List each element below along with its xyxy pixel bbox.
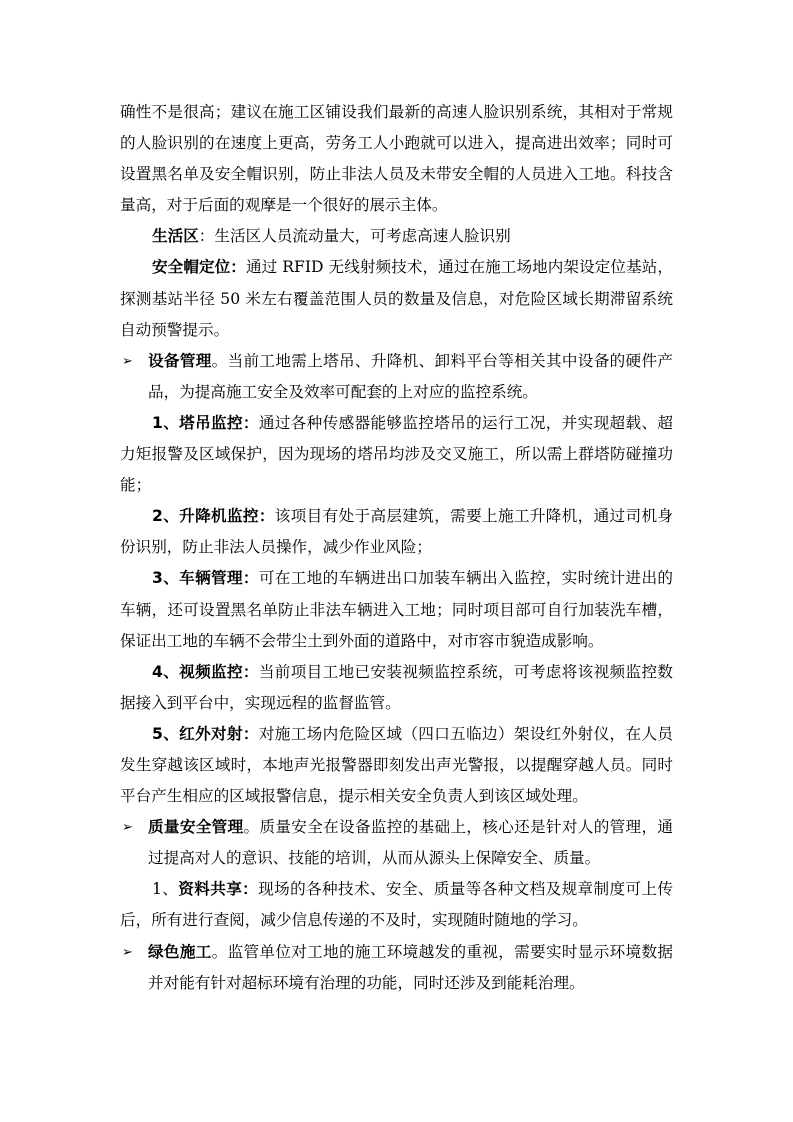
- paragraph-line: 力矩报警及区域保护，因为现场的塔吊均涉及交叉施工，所以需上群塔防碰撞功: [120, 445, 673, 464]
- section-label: 1、塔吊监控: [152, 413, 243, 432]
- paragraph-line: 设置黑名单及安全帽识别，防止非法人员及未带安全帽的人员进入工地。科技含: [120, 165, 673, 184]
- paragraph-line: 确性不是很高；建议在施工区铺设我们最新的高速人脸识别系统，其相对于常规: [120, 103, 673, 121]
- section-label: 生活区: [152, 227, 199, 246]
- paragraph-line: 据接入到平台中，实现远程的监督监管。: [120, 693, 401, 712]
- document-page: [120, 97, 673, 999]
- tower-crane-paragraph: 1、塔吊监控：通过各种传感器能够监控塔吊的运行工况，并实现超载、超: [152, 413, 673, 432]
- arrow-bullet-icon: ➢: [122, 944, 133, 960]
- paragraph-line: 发生穿越该区域时，本地声光报警器即刻发出声光警报，以提醒穿越人员。同时: [120, 755, 673, 774]
- video-paragraph: 4、视频监控：当前项目工地已安装视频监控系统，可考虑将该视频监控数: [152, 662, 673, 681]
- section-label: 安全帽定位: [152, 258, 231, 277]
- section-label: 4、视频监控: [152, 662, 243, 681]
- elevator-paragraph: 2、升降机监控：该项目有处于高层建筑，需要上施工升降机，通过司机身: [152, 507, 673, 526]
- section-label: 5、红外对射: [152, 724, 243, 743]
- arrow-bullet-icon: ➢: [122, 353, 133, 369]
- infrared-paragraph: 5、红外对射：对施工场内危险区域（四口五临边）架设红外射仪，在人员: [152, 724, 673, 743]
- section-label: 设备管理: [148, 351, 212, 370]
- paragraph-line: 品，为提高施工安全及效率可配套的上对应的监控系统。: [148, 382, 538, 401]
- helmet-positioning-paragraph: 安全帽定位：通过 RFID 无线射频技术，通过在施工场地内架设定位基站，: [152, 258, 673, 277]
- paragraph-line: 自动预警提示。: [120, 320, 230, 339]
- bullet-equipment-management: ➢ 设备管理。当前工地需上塔吊、升降机、卸料平台等相关其中设备的硬件产: [120, 346, 673, 377]
- living-area-paragraph: 生活区：生活区人员流动量大，可考虑高速人脸识别: [152, 227, 511, 246]
- paragraph-line: 过提高对人的意识、技能的培训，从而从源头上保障安全、质量。: [148, 849, 601, 868]
- paragraph-line: 保证出工地的车辆不会带尘土到外面的道路中，对市容市貌造成影响。: [120, 631, 604, 650]
- paragraph-line: 平台产生相应的区域报警信息，提示相关安全负责人到该区域处理。: [120, 787, 588, 806]
- vehicle-paragraph: 3、车辆管理：可在工地的车辆进出口加装车辆出入监控，实时统计进出的: [152, 569, 673, 588]
- paragraph-line: 能；: [120, 476, 152, 495]
- paragraph-line: 的人脸识别的在速度上更高，劳务工人小跑就可以进入，提高进出效率；同时可: [120, 134, 673, 153]
- paragraph-line: 后，所有进行查阅，减少信息传递的不及时，实现随时随地的学习。: [120, 911, 588, 930]
- section-label: 2、升降机监控: [152, 507, 259, 526]
- paragraph-line: 并对能有针对超标环境有治理的功能，同时还涉及到能耗治理。: [148, 973, 585, 992]
- paragraph-line: 车辆，还可设置黑名单防止非法车辆进入工地；同时项目部可自行加装洗车槽，: [120, 600, 673, 619]
- paragraph-line: 量高，对于后面的观摩是一个很好的展示主体。: [120, 196, 448, 215]
- data-sharing-paragraph: 1、资料共享：现场的各种技术、安全、质量等各种文档及规章制度可上传: [152, 880, 673, 899]
- section-label: 质量安全管理: [148, 818, 244, 837]
- paragraph-line: 份识别，防止非法人员操作，减少作业风险；: [120, 538, 432, 557]
- paragraph-line: 探测基站半径 50 米左右覆盖范围人员的数量及信息，对危险区域长期滞留系统: [120, 289, 673, 308]
- section-label: 资料共享: [178, 880, 243, 899]
- section-label: 绿色施工: [148, 942, 212, 961]
- bullet-green-construction: ➢ 绿色施工。监管单位对工地的施工环境越发的重视，需要实时显示环境数据: [120, 937, 673, 968]
- section-label: 3、车辆管理: [152, 569, 243, 588]
- bullet-quality-safety: ➢ 质量安全管理。质量安全在设备监控的基础上，核心还是针对人的管理，通: [120, 812, 673, 843]
- arrow-bullet-icon: ➢: [122, 820, 133, 836]
